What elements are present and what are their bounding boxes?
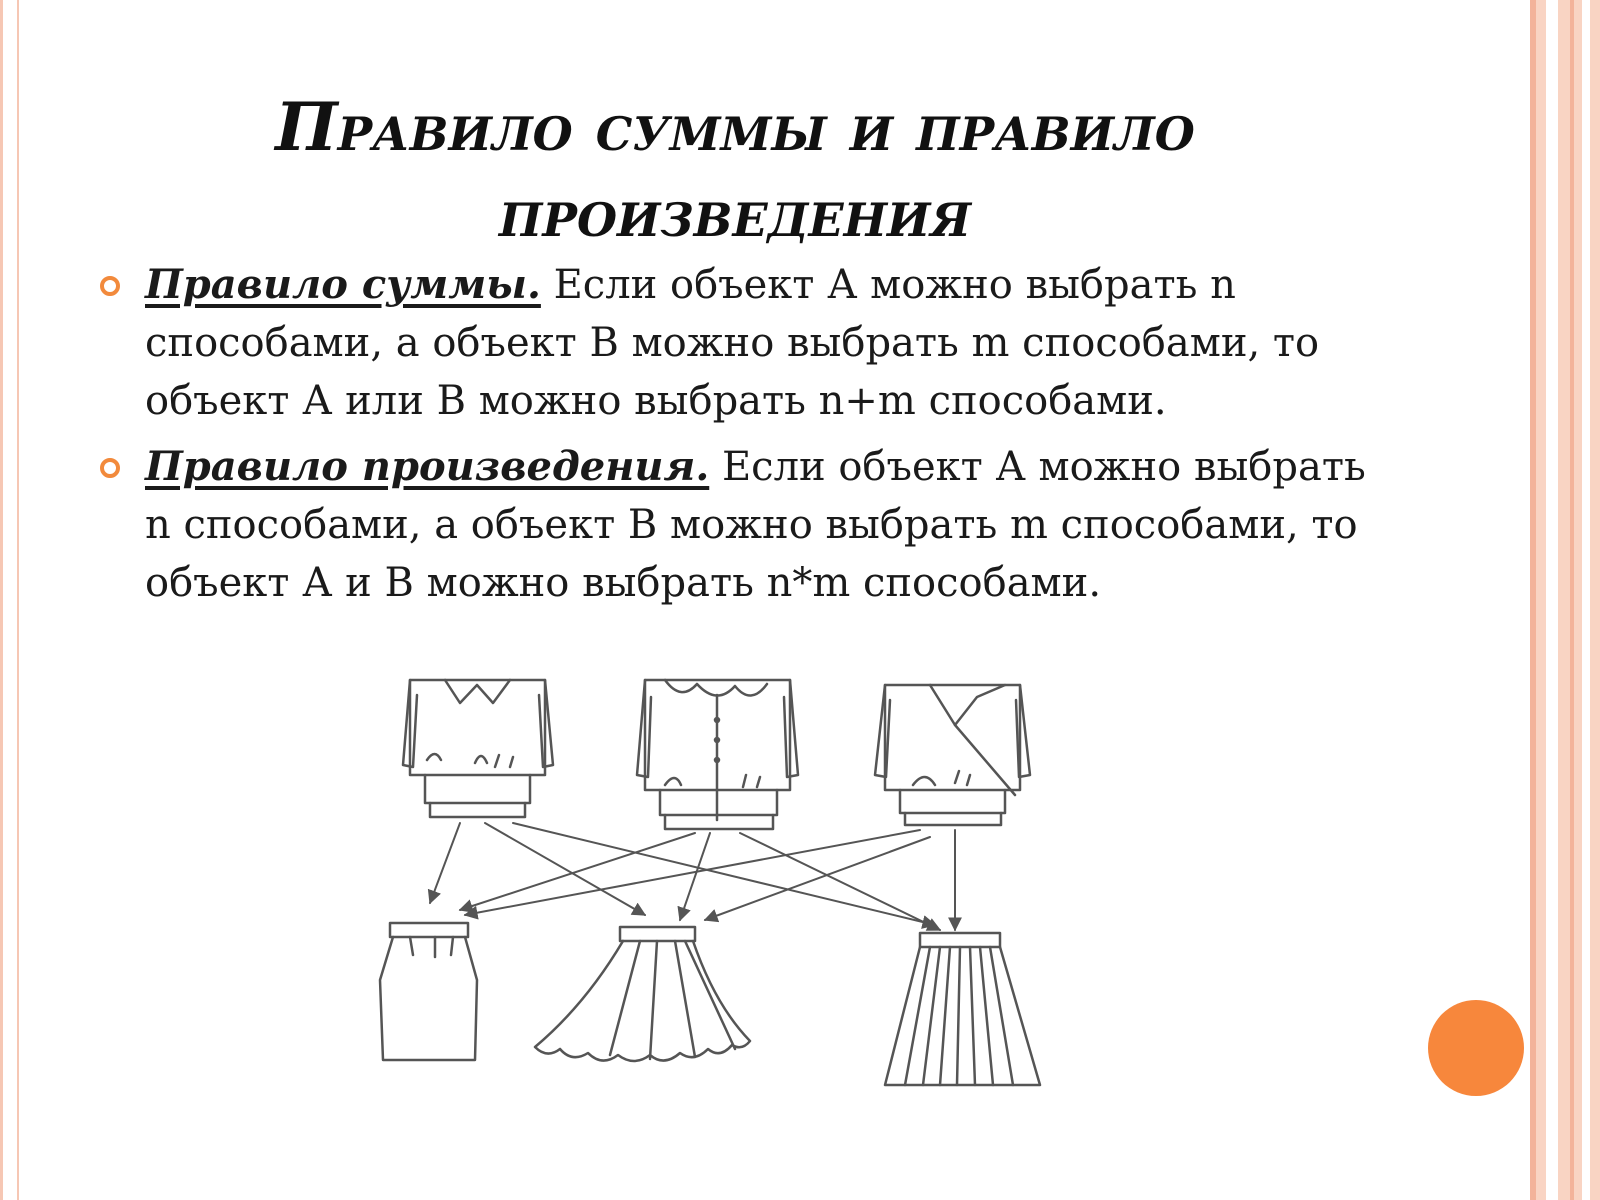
- frame-left-inner: [17, 0, 19, 1200]
- frame-right-gap: [1582, 0, 1590, 1200]
- shirt-v-collar-icon: [403, 680, 553, 817]
- title-line-1: Правило суммы и правило: [275, 88, 1195, 166]
- frame-right-gap: [1546, 0, 1558, 1200]
- skirt-straight-icon: [380, 923, 477, 1060]
- title-line-2: произведения: [498, 174, 972, 252]
- bullet-circle-icon: [100, 458, 120, 478]
- orange-circle-decoration: [1428, 1000, 1524, 1096]
- shirt-wrap-icon: [875, 685, 1030, 825]
- sum-rule-term: Правило суммы.: [145, 261, 541, 308]
- frame-left-outer: [0, 0, 3, 1200]
- shirt-buttoned-icon: [637, 680, 798, 829]
- product-rule-text: Если объект А можно выбрать n способами, а объект В можно выбрать m способами, то объект А и В можно выбрать n*m способами.: [145, 444, 1366, 606]
- clothing-combinations-diagram: [365, 675, 1065, 1140]
- bullet-sum-rule: [100, 256, 1390, 430]
- frame-right-line: [1570, 0, 1574, 1200]
- bullet-list: [100, 256, 1390, 620]
- sum-rule-text: Если объект А можно выбрать n способами, а объект В можно выбрать m способами, то объект А или В можно выбрать n+m способами.: [145, 262, 1320, 424]
- slide-title: [130, 84, 1340, 256]
- product-rule-term: Правило произведения.: [145, 443, 710, 490]
- frame-right-line: [1530, 0, 1536, 1200]
- skirt-pleated-icon: [885, 933, 1040, 1085]
- clothing-sketch: [365, 675, 1065, 1140]
- bullet-product-rule: [100, 438, 1390, 612]
- bullet-circle-icon: [100, 276, 120, 296]
- connection-arrows: [430, 823, 955, 930]
- skirt-flared-icon: [535, 927, 750, 1061]
